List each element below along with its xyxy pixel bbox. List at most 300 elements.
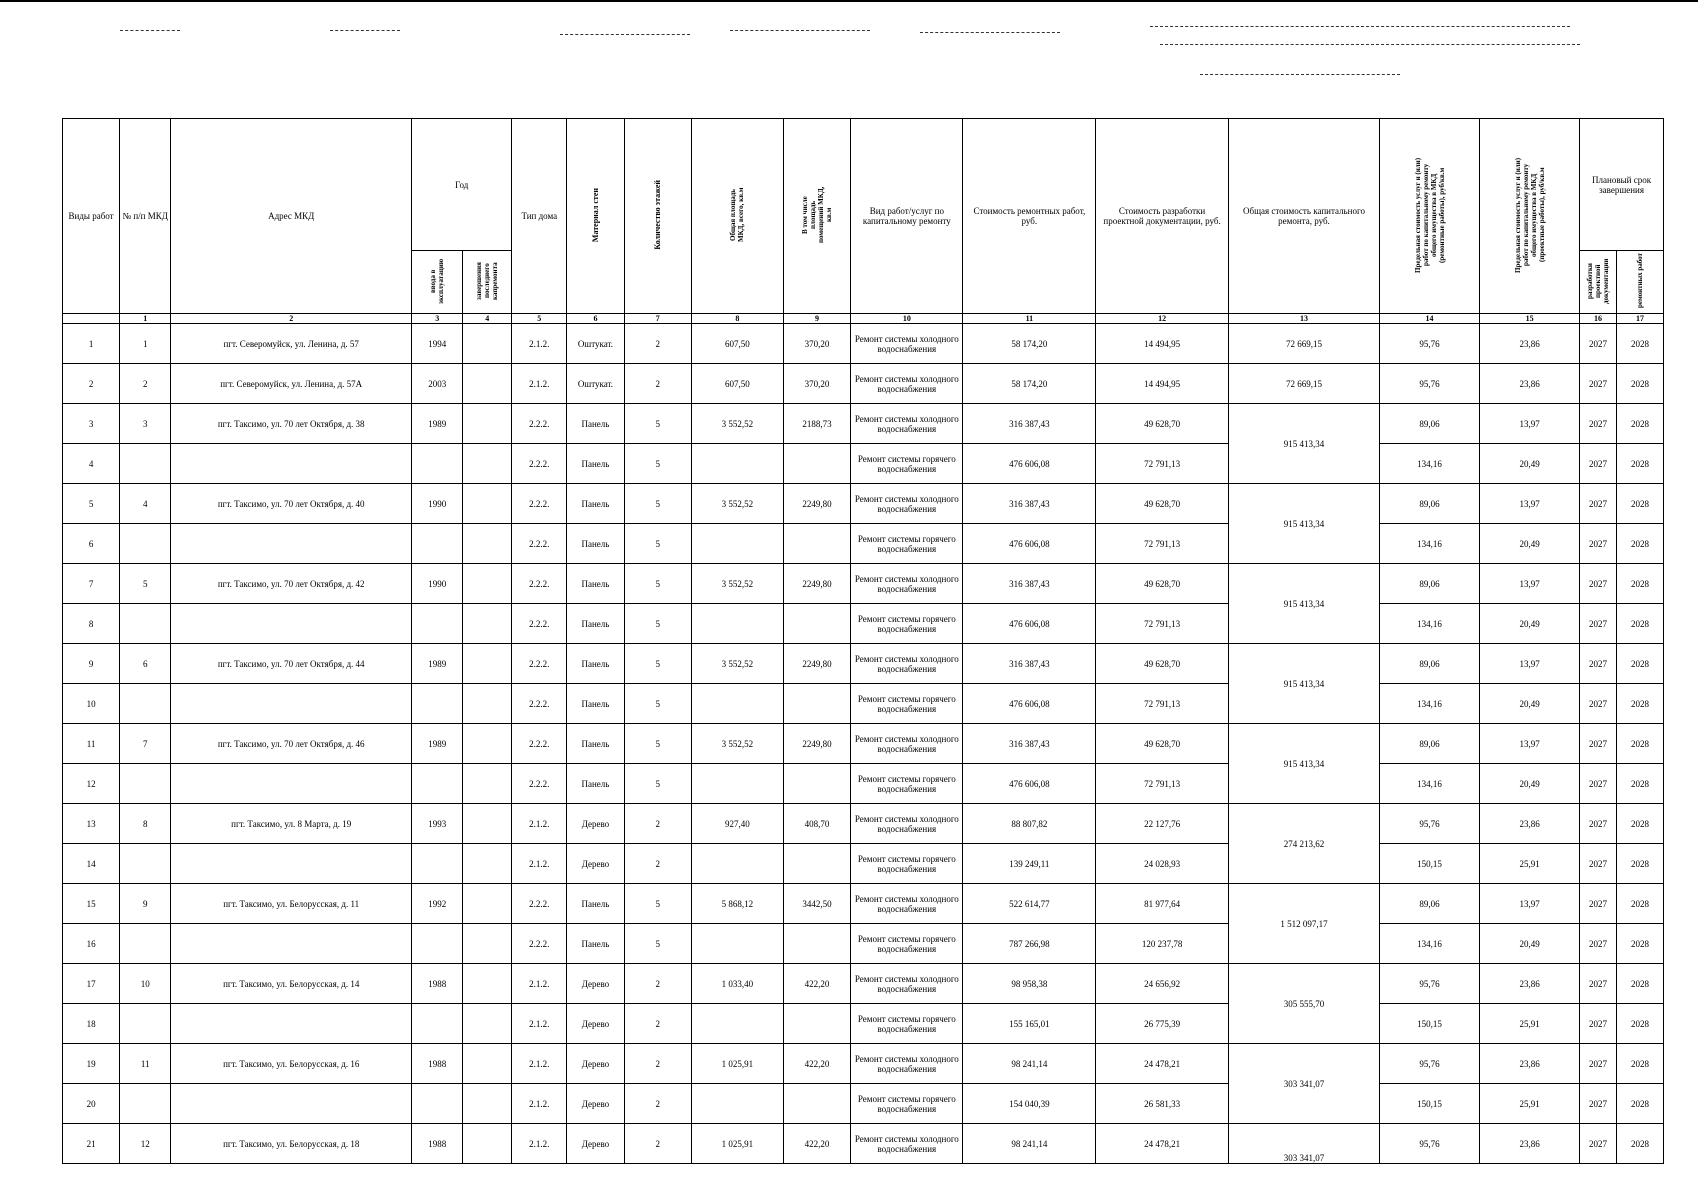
limit-design-cell: 23,86 [1480,1124,1580,1164]
header-limit-design: Предельная стоимость услуг и (или) работ по капитальному ремонту общего имущества в МКД (проектные работы), руб/кв.м [1480,119,1580,314]
repair-cost-cell: 58 174,20 [963,364,1096,404]
limit-repair-cell: 150,15 [1380,1084,1480,1124]
row-number-cell: 18 [63,1004,120,1044]
work-type-cell: Ремонт системы горячего водоснабжения [851,604,963,644]
deadline-design-cell: 2027 [1580,644,1617,684]
work-type-cell: Ремонт системы холодного водоснабжения [851,884,963,924]
limit-repair-cell: 95,76 [1380,804,1480,844]
premises-area-cell: 3442,50 [783,884,850,924]
header-design-cost: Стоимость разработки проектной документации, руб. [1096,119,1229,314]
header-year-repair: завершения последнего капремонта [463,251,512,314]
address-cell [171,1084,412,1124]
year-repair-cell [463,404,512,444]
year-built-cell: 1989 [412,404,463,444]
design-cost-cell: 72 791,13 [1096,764,1229,804]
table-row [63,444,1664,484]
work-type-cell: Ремонт системы горячего водоснабжения [851,924,963,964]
limit-repair-cell: 134,16 [1380,524,1480,564]
repair-cost-cell: 58 174,20 [963,324,1096,364]
floors-cell: 5 [624,564,691,604]
repair-cost-cell: 139 249,11 [963,844,1096,884]
address-cell: пгт. Таксимо, ул. 70 лет Октября, д. 44 [171,644,412,684]
repair-cost-cell: 88 807,82 [963,804,1096,844]
mkd-number-cell: 4 [120,484,171,524]
floors-cell: 2 [624,1124,691,1164]
repair-cost-cell: 316 387,43 [963,564,1096,604]
mkd-number-cell: 9 [120,884,171,924]
limit-repair-cell: 95,76 [1380,324,1480,364]
year-repair-cell [463,604,512,644]
limit-repair-cell: 89,06 [1380,484,1480,524]
total-area-cell [691,1084,783,1124]
deadline-design-cell: 2027 [1580,1044,1617,1084]
column-number: 7 [624,314,691,324]
floors-cell: 5 [624,924,691,964]
limit-repair-cell: 95,76 [1380,364,1480,404]
address-cell [171,924,412,964]
row-number-cell: 6 [63,524,120,564]
address-cell [171,524,412,564]
repair-cost-cell: 522 614,77 [963,884,1096,924]
house-type-cell: 2.1.2. [512,364,567,404]
column-number: 8 [691,314,783,324]
floors-cell: 2 [624,1004,691,1044]
address-cell: пгт. Таксимо, ул. 8 Марта, д. 19 [171,804,412,844]
wall-material-cell: Оштукат. [567,364,624,404]
row-number-cell: 9 [63,644,120,684]
design-cost-cell: 120 237,78 [1096,924,1229,964]
premises-area-cell: 2249,80 [783,724,850,764]
work-type-cell: Ремонт системы горячего водоснабжения [851,844,963,884]
year-repair-cell [463,524,512,564]
mkd-number-cell: 7 [120,724,171,764]
limit-design-cell: 13,97 [1480,644,1580,684]
repair-cost-cell: 155 165,01 [963,1004,1096,1044]
mkd-number-cell: 6 [120,644,171,684]
limit-design-cell: 20,49 [1480,764,1580,804]
deadline-design-cell: 2027 [1580,684,1617,724]
address-cell: пгт. Таксимо, ул. 70 лет Октября, д. 42 [171,564,412,604]
deadline-repair-cell: 2028 [1616,404,1663,444]
year-built-cell [412,524,463,564]
deadline-design-cell: 2027 [1580,1004,1617,1044]
deadline-repair-cell: 2028 [1616,724,1663,764]
column-number: 1 [120,314,171,324]
year-built-cell: 1992 [412,884,463,924]
wall-material-cell: Дерево [567,844,624,884]
total-area-cell [691,1004,783,1044]
row-number-cell: 17 [63,964,120,1004]
year-built-cell [412,764,463,804]
deadline-design-cell: 2027 [1580,324,1617,364]
year-built-cell: 1988 [412,964,463,1004]
mkd-number-cell [120,1004,171,1044]
design-cost-cell: 72 791,13 [1096,684,1229,724]
total-cost-cell: 274 213,62 [1228,804,1379,884]
limit-repair-cell: 89,06 [1380,404,1480,444]
floors-cell: 2 [624,324,691,364]
premises-area-cell [783,844,850,884]
wall-material-cell: Панель [567,644,624,684]
limit-repair-cell: 89,06 [1380,884,1480,924]
limit-design-cell: 13,97 [1480,564,1580,604]
table-row [63,324,1664,364]
total-cost-cell: 915 413,34 [1228,644,1379,724]
limit-design-cell: 20,49 [1480,684,1580,724]
work-type-cell: Ремонт системы горячего водоснабжения [851,1084,963,1124]
design-cost-cell: 14 494,95 [1096,364,1229,404]
address-cell [171,604,412,644]
mkd-number-cell [120,764,171,804]
row-number-cell: 5 [63,484,120,524]
total-area-cell: 3 552,52 [691,564,783,604]
header-year-built: ввода в эксплуатацию [412,251,463,314]
table-row [63,684,1664,724]
house-type-cell: 2.1.2. [512,324,567,364]
total-area-cell: 3 552,52 [691,644,783,684]
mkd-number-cell: 8 [120,804,171,844]
total-cost-cell: 72 669,15 [1228,364,1379,404]
limit-design-cell: 20,49 [1480,524,1580,564]
year-built-cell: 1988 [412,1044,463,1084]
deadline-repair-cell: 2028 [1616,444,1663,484]
year-built-cell [412,684,463,724]
limit-design-cell: 13,97 [1480,724,1580,764]
mkd-number-cell: 12 [120,1124,171,1164]
work-type-cell: Ремонт системы горячего водоснабжения [851,764,963,804]
total-cost-cell: 915 413,34 [1228,724,1379,804]
limit-design-cell: 20,49 [1480,924,1580,964]
header-premises-area: В том числе площадь помещений МКД, кв.м [783,119,850,314]
wall-material-cell: Дерево [567,1084,624,1124]
total-cost-cell: 305 555,70 [1228,964,1379,1044]
row-number-cell: 4 [63,444,120,484]
house-type-cell: 2.2.2. [512,404,567,444]
table-row [63,1044,1664,1084]
limit-design-cell: 13,97 [1480,484,1580,524]
table-row [63,644,1664,684]
address-cell [171,1004,412,1044]
mkd-number-cell [120,924,171,964]
house-type-cell: 2.2.2. [512,924,567,964]
limit-design-cell: 25,91 [1480,844,1580,884]
row-number-cell: 1 [63,324,120,364]
column-number: 16 [1580,314,1617,324]
design-cost-cell: 26 581,33 [1096,1084,1229,1124]
wall-material-cell: Панель [567,724,624,764]
house-type-cell: 2.1.2. [512,804,567,844]
floors-cell: 5 [624,404,691,444]
year-built-cell: 1990 [412,564,463,604]
limit-design-cell: 20,49 [1480,444,1580,484]
deadline-design-cell: 2027 [1580,1084,1617,1124]
floors-cell: 2 [624,964,691,1004]
wall-material-cell: Дерево [567,1044,624,1084]
premises-area-cell [783,604,850,644]
row-number-cell: 16 [63,924,120,964]
address-cell: пгт. Северомуйск, ул. Ленина, д. 57 [171,324,412,364]
deadline-repair-cell: 2028 [1616,324,1663,364]
row-number-cell: 14 [63,844,120,884]
year-built-cell [412,844,463,884]
floors-cell: 2 [624,1084,691,1124]
header-deadline-design: разработки проектной документации [1580,251,1617,314]
year-repair-cell [463,684,512,724]
header-total-cost: Общая стоимость капитального ремонта, руб. [1228,119,1379,314]
mkd-number-cell [120,1084,171,1124]
column-number: 12 [1096,314,1229,324]
design-cost-cell: 14 494,95 [1096,324,1229,364]
year-built-cell: 1989 [412,724,463,764]
table-row [63,1124,1664,1164]
total-area-cell [691,684,783,724]
wall-material-cell: Панель [567,564,624,604]
scan-noise-6 [1150,26,1570,28]
premises-area-cell [783,764,850,804]
limit-design-cell: 23,86 [1480,1044,1580,1084]
wall-material-cell: Панель [567,764,624,804]
deadline-design-cell: 2027 [1580,404,1617,444]
year-built-cell: 1990 [412,484,463,524]
year-built-cell [412,444,463,484]
scan-noise-4 [730,30,870,32]
design-cost-cell: 24 656,92 [1096,964,1229,1004]
premises-area-cell: 370,20 [783,324,850,364]
year-repair-cell [463,1044,512,1084]
limit-design-cell: 25,91 [1480,1004,1580,1044]
total-area-cell: 1 025,91 [691,1044,783,1084]
column-number-row [63,314,1664,324]
wall-material-cell: Панель [567,404,624,444]
total-area-cell: 5 868,12 [691,884,783,924]
wall-material-cell: Панель [567,604,624,644]
floors-cell: 5 [624,484,691,524]
row-number-cell: 11 [63,724,120,764]
floors-cell: 5 [624,884,691,924]
work-type-cell: Ремонт системы горячего водоснабжения [851,524,963,564]
scan-noise-2 [330,30,400,32]
limit-repair-cell: 150,15 [1380,844,1480,884]
address-cell: пгт. Таксимо, ул. 70 лет Октября, д. 40 [171,484,412,524]
row-number-cell: 8 [63,604,120,644]
total-cost-cell: 915 413,34 [1228,484,1379,564]
year-built-cell: 2003 [412,364,463,404]
scan-noise-1 [120,30,180,32]
deadline-repair-cell: 2028 [1616,1044,1663,1084]
mkd-number-cell [120,524,171,564]
table-row [63,604,1664,644]
wall-material-cell: Оштукат. [567,324,624,364]
row-number-cell: 20 [63,1084,120,1124]
header-floors: Количество этажей [624,119,691,314]
house-type-cell: 2.2.2. [512,444,567,484]
year-repair-cell [463,1084,512,1124]
house-type-cell: 2.1.2. [512,1124,567,1164]
limit-design-cell: 13,97 [1480,404,1580,444]
row-number-cell: 15 [63,884,120,924]
mkd-number-cell: 1 [120,324,171,364]
wall-material-cell: Панель [567,884,624,924]
floors-cell: 5 [624,444,691,484]
year-repair-cell [463,964,512,1004]
column-number: 5 [512,314,567,324]
deadline-repair-cell: 2028 [1616,1084,1663,1124]
address-cell: пгт. Таксимо, ул. Белорусская, д. 14 [171,964,412,1004]
limit-repair-cell: 95,76 [1380,1044,1480,1084]
deadline-design-cell: 2027 [1580,604,1617,644]
mkd-number-cell [120,684,171,724]
address-cell: пгт. Северомуйск, ул. Ленина, д. 57А [171,364,412,404]
floors-cell: 2 [624,1044,691,1084]
deadline-design-cell: 2027 [1580,444,1617,484]
row-number-cell: 10 [63,684,120,724]
mkd-number-cell: 10 [120,964,171,1004]
design-cost-cell: 24 028,93 [1096,844,1229,884]
house-type-cell: 2.2.2. [512,764,567,804]
deadline-repair-cell: 2028 [1616,684,1663,724]
total-cost-cell: 1 512 097,17 [1228,884,1379,964]
row-number-cell: 12 [63,764,120,804]
limit-repair-cell: 134,16 [1380,924,1480,964]
wall-material-cell: Панель [567,524,624,564]
house-type-cell: 2.2.2. [512,604,567,644]
limit-design-cell: 13,97 [1480,884,1580,924]
floors-cell: 2 [624,804,691,844]
total-area-cell: 3 552,52 [691,484,783,524]
header-wall-material: Материал стен [567,119,624,314]
repair-cost-cell: 476 606,08 [963,684,1096,724]
year-built-cell: 1988 [412,1124,463,1164]
table-row [63,1004,1664,1044]
work-type-cell: Ремонт системы горячего водоснабжения [851,444,963,484]
house-type-cell: 2.2.2. [512,484,567,524]
table-row [63,764,1664,804]
wall-material-cell: Дерево [567,1124,624,1164]
header-total-area: Общая площадь МКД, всего, кв.м [691,119,783,314]
wall-material-cell: Панель [567,484,624,524]
house-type-cell: 2.2.2. [512,684,567,724]
table-row [63,484,1664,524]
repair-cost-cell: 316 387,43 [963,404,1096,444]
deadline-repair-cell: 2028 [1616,884,1663,924]
design-cost-cell: 24 478,21 [1096,1124,1229,1164]
deadline-design-cell: 2027 [1580,484,1617,524]
table-row [63,924,1664,964]
year-repair-cell [463,884,512,924]
row-number-cell: 3 [63,404,120,444]
total-area-cell: 3 552,52 [691,404,783,444]
total-area-cell: 607,50 [691,324,783,364]
house-type-cell: 2.1.2. [512,844,567,884]
column-number: 14 [1380,314,1480,324]
repair-cost-cell: 98 241,14 [963,1044,1096,1084]
floors-cell: 2 [624,844,691,884]
floors-cell: 5 [624,724,691,764]
limit-repair-cell: 89,06 [1380,724,1480,764]
table-row [63,724,1664,764]
total-area-cell: 607,50 [691,364,783,404]
design-cost-cell: 49 628,70 [1096,404,1229,444]
year-repair-cell [463,724,512,764]
row-number-cell: 13 [63,804,120,844]
column-number [63,314,120,324]
house-type-cell: 2.2.2. [512,724,567,764]
column-number: 9 [783,314,850,324]
mkd-number-cell: 5 [120,564,171,604]
column-number: 15 [1480,314,1580,324]
year-built-cell [412,604,463,644]
limit-repair-cell: 134,16 [1380,604,1480,644]
limit-design-cell: 20,49 [1480,604,1580,644]
year-built-cell: 1989 [412,644,463,684]
house-type-cell: 2.1.2. [512,1044,567,1084]
limit-design-cell: 23,86 [1480,804,1580,844]
design-cost-cell: 49 628,70 [1096,644,1229,684]
limit-repair-cell: 134,16 [1380,444,1480,484]
year-repair-cell [463,444,512,484]
house-type-cell: 2.1.2. [512,1004,567,1044]
house-type-cell: 2.1.2. [512,964,567,1004]
limit-design-cell: 23,86 [1480,324,1580,364]
work-type-cell: Ремонт системы горячего водоснабжения [851,1004,963,1044]
wall-material-cell: Панель [567,924,624,964]
table-row [63,564,1664,604]
year-repair-cell [463,364,512,404]
address-cell: пгт. Таксимо, ул. Белорусская, д. 18 [171,1124,412,1164]
deadline-design-cell: 2027 [1580,884,1617,924]
total-area-cell: 1 025,91 [691,1124,783,1164]
repair-cost-cell: 154 040,39 [963,1084,1096,1124]
work-type-cell: Ремонт системы холодного водоснабжения [851,724,963,764]
header-address: Адрес МКД [171,119,412,314]
repair-cost-cell: 476 606,08 [963,444,1096,484]
deadline-repair-cell: 2028 [1616,1004,1663,1044]
year-repair-cell [463,1004,512,1044]
table-row [63,1084,1664,1124]
deadline-repair-cell: 2028 [1616,604,1663,644]
deadline-repair-cell: 2028 [1616,484,1663,524]
address-cell [171,444,412,484]
repair-cost-cell: 476 606,08 [963,524,1096,564]
deadline-design-cell: 2027 [1580,1124,1617,1164]
scan-top-border [0,0,1698,2]
deadline-design-cell: 2027 [1580,844,1617,884]
column-number: 11 [963,314,1096,324]
premises-area-cell: 2249,80 [783,644,850,684]
work-type-cell: Ремонт системы холодного водоснабжения [851,404,963,444]
total-area-cell [691,924,783,964]
design-cost-cell: 81 977,64 [1096,884,1229,924]
total-area-cell: 927,40 [691,804,783,844]
deadline-design-cell: 2027 [1580,564,1617,604]
scan-noise-7 [1160,44,1580,46]
repair-cost-cell: 316 387,43 [963,484,1096,524]
house-type-cell: 2.2.2. [512,644,567,684]
design-cost-cell: 72 791,13 [1096,524,1229,564]
wall-material-cell: Дерево [567,964,624,1004]
mkd-number-cell: 2 [120,364,171,404]
table-row [63,964,1664,1004]
limit-repair-cell: 95,76 [1380,964,1480,1004]
deadline-repair-cell: 2028 [1616,844,1663,884]
deadline-design-cell: 2027 [1580,804,1617,844]
header-work-types: Виды работ [63,119,120,314]
floors-cell: 5 [624,684,691,724]
limit-repair-cell: 89,06 [1380,644,1480,684]
year-built-cell [412,924,463,964]
table-row [63,524,1664,564]
premises-area-cell: 408,70 [783,804,850,844]
